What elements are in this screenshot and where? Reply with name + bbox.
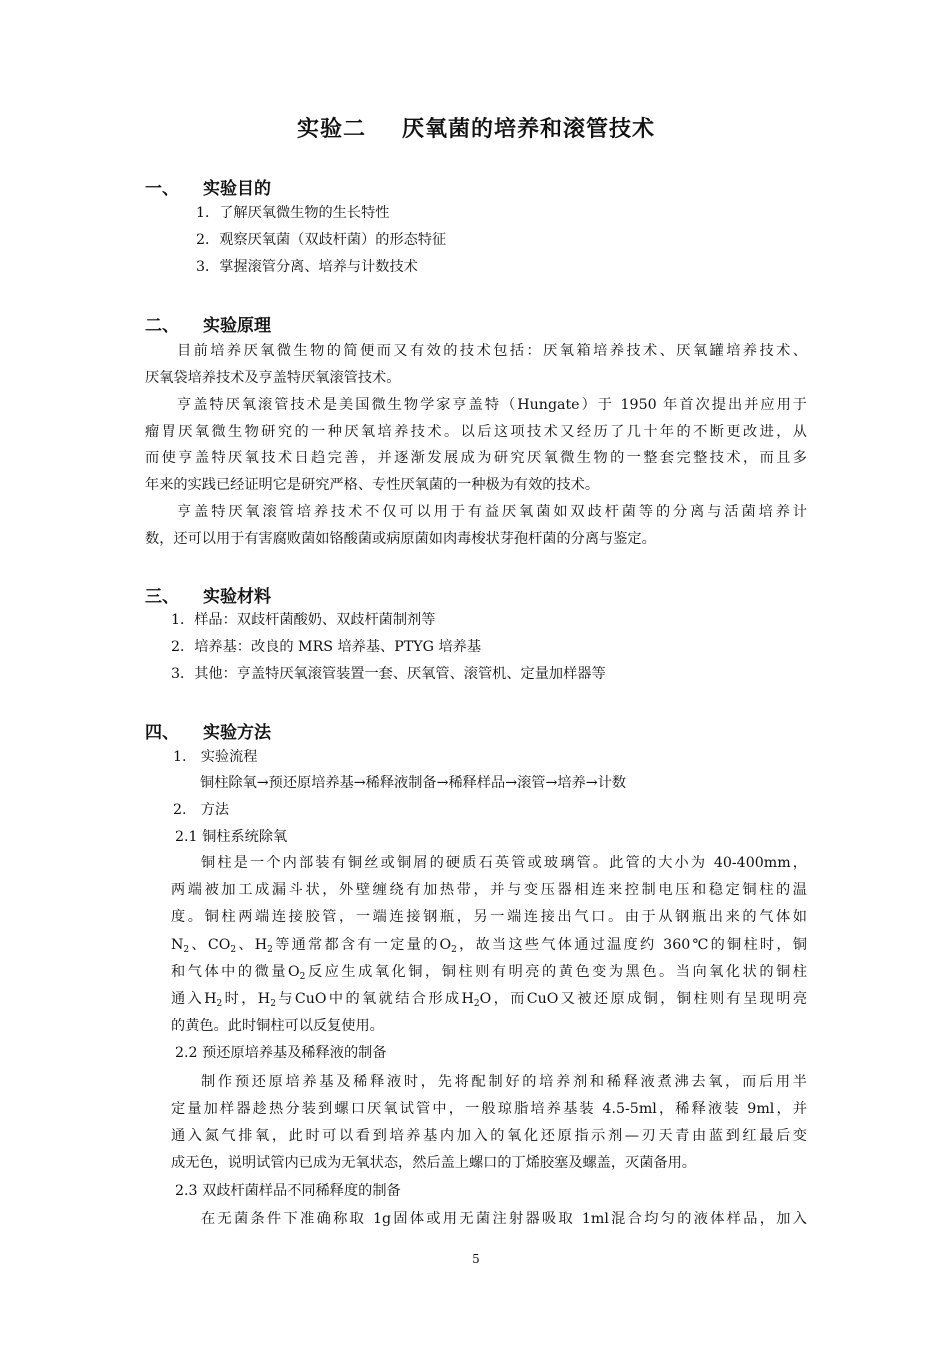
page-title <box>0 112 952 143</box>
principle-line: 数，还可以用于有害腐败菌如铬酸菌或病原菌如肉毒梭状芽孢杆菌的分离与鉴定。 <box>145 531 656 547</box>
subsection-title: 2.2 预还原培养基及稀释液的制备 <box>175 1045 387 1061</box>
section-number: 二、 <box>145 316 179 336</box>
material-item-1: 1．样品：双歧杆菌酸奶、双歧杆菌制剂等 <box>171 612 436 628</box>
principle-line: 亨盖特厌氧滚管技术是美国微生物学家亨盖特（Hungate）于 1950 年首次提出并应用于 <box>177 397 807 413</box>
principle-line: 瘤胃厌氧微生物研究的一种厌氧培养技术。以后这项技术又经历了几十年的不断更改进，从 <box>145 424 807 440</box>
section-number: 四、 <box>145 723 179 743</box>
medium-line: 定量加样器趁热分装到螺口厌氧试管中，一般琼脂培养基装 4.5-5ml，稀释液装 9ml，并 <box>171 1101 807 1117</box>
copper-line: 铜柱是一个内部装有铜丝或铜屑的硬质石英管或玻璃管。此管的大小为 40-400mm， <box>201 855 807 871</box>
sample-line: 在无菌条件下准确称取 1g固体或用无菌注射器吸取 1ml混合均匀的液体样品，加入 <box>201 1211 807 1227</box>
section-number: 三、 <box>145 587 179 607</box>
section-label: 实验目的 <box>203 179 271 199</box>
title-part-1: 实验二 <box>296 117 366 142</box>
section-number: 一、 <box>145 179 179 199</box>
page-number: 5 <box>472 1252 480 1266</box>
process-flow: 铜柱除氧→预还原培养基→稀释液制备→稀释样品→滚管→培养→计数 <box>200 775 627 791</box>
subsection-title: 2.3 双歧杆菌样品不同稀释度的制备 <box>175 1183 401 1199</box>
title-part-2: 厌氧菌的培养和滚管技术 <box>402 117 656 142</box>
purpose-item-2: 2．观察厌氧菌（双歧杆菌）的形态特征 <box>196 232 447 248</box>
material-item-2: 2．培养基：改良的 MRS 培养基、PTYG 培养基 <box>171 639 482 655</box>
methods-subheading: 1. 实验流程 <box>173 749 258 765</box>
medium-line: 通入氮气排氧，此时可以看到培养基内加入的氧化还原指示剂—刃天青由蓝到红最后变 <box>171 1128 807 1144</box>
copper-line: 的黄色。此时铜柱可以反复使用。 <box>171 1018 384 1034</box>
purpose-item-1: 1．了解厌氧微生物的生长特性 <box>196 205 390 221</box>
section-heading-methods <box>145 718 271 743</box>
copper-line: 两端被加工成漏斗状，外壁缠绕有加热带，并与变压器相连来控制电压和稳定铜柱的温 <box>171 882 807 898</box>
material-item-3: 3．其他：亨盖特厌氧滚管装置一套、厌氧管、滚管机、定量加样器等 <box>171 666 606 682</box>
copper-line: 和气体中的微量$O_2$反应生成氧化铜，铜柱则有明亮的黄色变为黑色。当向氧化状的铜柱 <box>171 964 807 982</box>
copper-line: 通入$H_2$时，$H_2$与CuO中的氧就结合形成$H_2O$，而CuO又被还原成铜，铜柱则有呈现明亮 <box>171 991 808 1009</box>
section-label: 实验原理 <box>203 316 271 336</box>
section-label: 实验方法 <box>203 723 271 743</box>
section-heading-purpose <box>145 174 271 199</box>
purpose-item-3: 3．掌握滚管分离、培养与计数技术 <box>196 259 418 275</box>
principle-line: 年来的实践已经证明它是研究严格、专性厌氧菌的一种极为有效的技术。 <box>145 477 600 493</box>
principle-line: 厌氧袋培养技术及亨盖特厌氧滚管技术。 <box>145 370 401 386</box>
section-heading-materials <box>145 582 271 607</box>
principle-line: 而使亨盖特厌氧技术日趋完善，并逐渐发展成为研究厌氧微生物的一整套完整技术，而且多 <box>145 450 807 466</box>
methods-subheading: 2. 方法 <box>173 802 230 818</box>
medium-line: 制作预还原培养基及稀释液时，先将配制好的培养剂和稀释液煮沸去氧，而后用半 <box>201 1074 807 1090</box>
subsection-title: 2.1 铜柱系统除氧 <box>175 829 288 845</box>
medium-line: 成无色，说明试管内已成为无氧状态，然后盖上螺口的丁烯胶塞及螺盖，灭菌备用。 <box>171 1155 696 1171</box>
section-label: 实验材料 <box>203 587 271 607</box>
copper-line: 度。铜柱两端连接胶管，一端连接钢瓶，另一端连接出气口。由于从钢瓶出来的气体如 <box>171 909 807 925</box>
copper-line: $N_2$、$CO_2$、$H_2$等通常都含有一定量的$O_2$，故当这些气体通过温度约 360℃的铜柱时，铜 <box>171 937 807 955</box>
principle-line: 亨盖特厌氧滚管培养技术不仅可以用于有益厌氧菌如双歧杆菌等的分离与活菌培养计 <box>177 504 807 520</box>
principle-line: 目前培养厌氧微生物的简便而又有效的技术包括：厌氧箱培养技术、厌氧罐培养技术、 <box>177 343 807 359</box>
section-heading-principle <box>145 311 271 336</box>
